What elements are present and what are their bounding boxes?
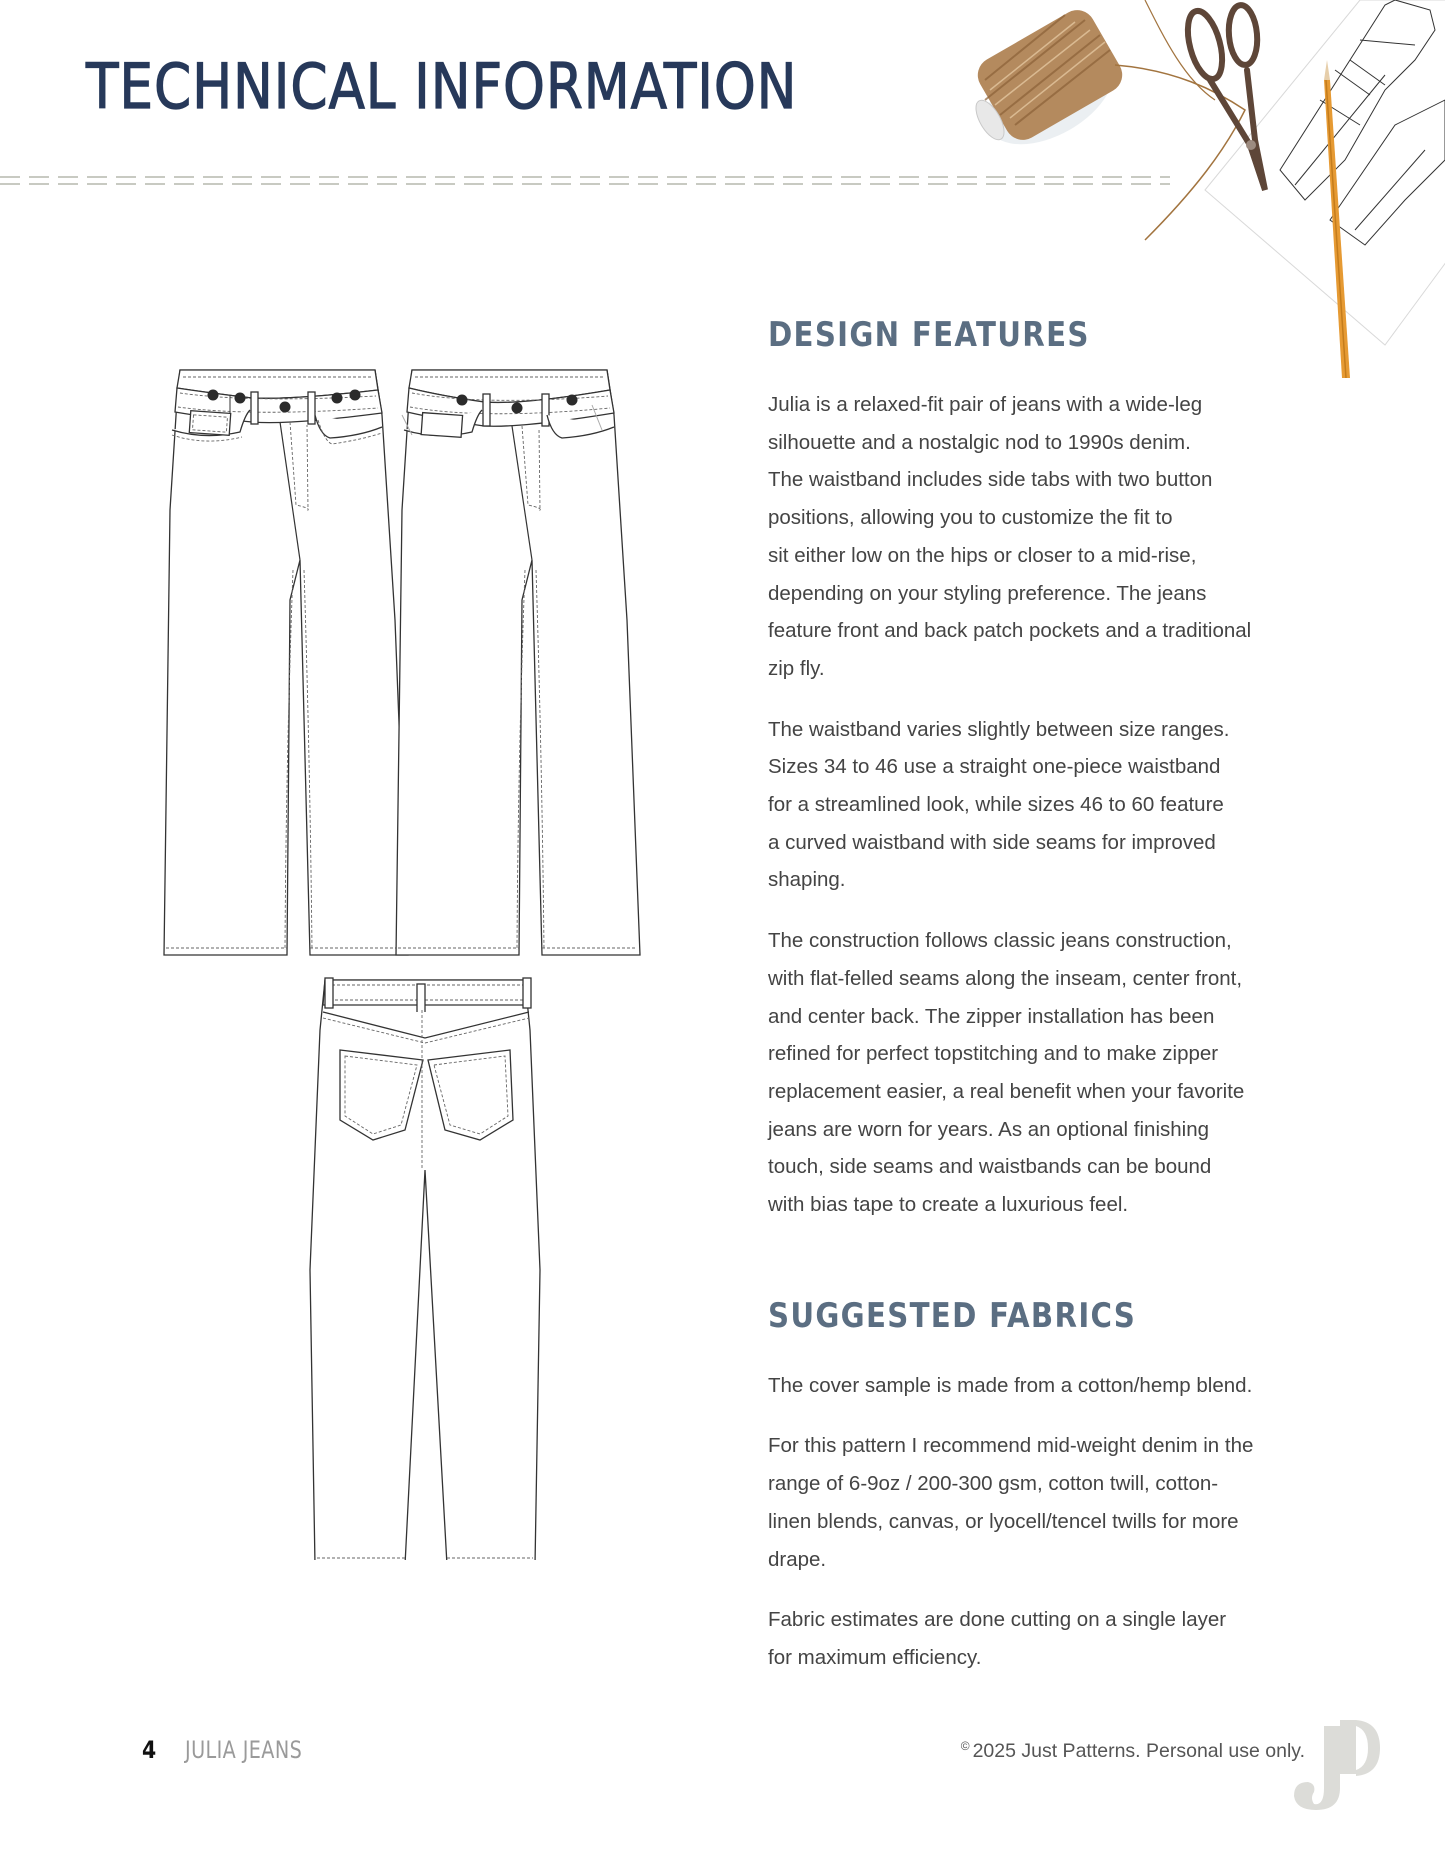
page-number: 4 (142, 1736, 157, 1764)
front-view-mid-rise (396, 370, 640, 955)
button-icon (567, 395, 578, 406)
back-view (310, 978, 540, 1560)
text-line: positions, allowing you to customize the fit to (768, 506, 1173, 530)
text-line: Julia is a relaxed-fit pair of jeans with a wide-leg (768, 393, 1203, 416)
section-heading-suggested-fabrics: SUGGESTED FABRICS (768, 1295, 1137, 1336)
text-line: For this pattern I recommend mid-weight denim in the (768, 1434, 1254, 1458)
button-icon (208, 390, 219, 401)
text-line: shaping. (768, 868, 846, 892)
content-column (768, 315, 1328, 1700)
paragraph (768, 386, 1328, 688)
text-line: feature front and back patch pockets and a traditional (768, 619, 1252, 643)
text-line: a curved waistband with side seams for improved (768, 830, 1216, 854)
section-spacer (768, 1247, 1328, 1299)
text-line: Fabric estimates are done cutting on a single layer (768, 1608, 1227, 1632)
text-line: jeans are worn for years. As an optional finishing (768, 1117, 1210, 1141)
text-line: depending on your styling preference. The jeans (768, 581, 1207, 605)
text-line: range of 6-9oz / 200-300 gsm, cotton twill, cotton- (768, 1472, 1219, 1496)
paragraph (768, 922, 1328, 1224)
text-line: with bias tape to create a luxurious feel. (768, 1193, 1129, 1217)
pattern-paper-icon (1205, 0, 1445, 345)
text-line: The waistband varies slightly between size ranges. (768, 717, 1230, 741)
copyright-symbol: © (960, 1739, 970, 1753)
page-title: TECHNICAL INFORMATION (86, 50, 798, 123)
design-features-section (768, 315, 1328, 1224)
paragraph (768, 1367, 1328, 1405)
pattern-name: JULIA JEANS (185, 1736, 303, 1764)
text-line: drape. (768, 1547, 827, 1571)
text-line: sit either low on the hips or closer to a mid-rise, (768, 543, 1197, 567)
text-line: with flat-felled seams along the inseam, center front, (768, 966, 1243, 990)
paragraph (768, 711, 1328, 900)
text-line: The cover sample is made from a cotton/hemp blend. (768, 1373, 1253, 1397)
paragraph (768, 1427, 1328, 1578)
text-line: touch, side seams and waistbands can be bound (768, 1155, 1212, 1179)
paragraph (768, 1601, 1328, 1676)
text-line: Sizes 34 to 46 use a straight one-piece waistband (768, 755, 1221, 779)
front-view-low-rise (164, 370, 408, 955)
suggested-fabrics-section (768, 1295, 1328, 1677)
copyright-notice (961, 1739, 1305, 1763)
section-heading-design-features: DESIGN FEATURES (768, 315, 1090, 355)
text-line: The waistband includes side tabs with two button (768, 468, 1213, 492)
text-line: replacement easier, a real benefit when your favorite (768, 1079, 1245, 1103)
copyright-text: 2025 Just Patterns. Personal use only. (972, 1740, 1305, 1762)
text-line: zip fly. (768, 656, 825, 680)
text-line: silhouette and a nostalgic nod to 1990s denim. (768, 430, 1191, 454)
text-line: The construction follows classic jeans construction, (768, 929, 1232, 953)
button-icon (280, 402, 291, 413)
text-line: refined for perfect topstitching and to make zipper (768, 1042, 1219, 1066)
text-line: for maximum efficiency. (768, 1645, 982, 1669)
jp-logo-icon (1284, 1718, 1380, 1810)
button-icon (350, 390, 361, 401)
button-icon (332, 393, 343, 404)
technical-drawings (150, 360, 730, 1560)
button-icon (457, 395, 468, 406)
text-line: and center back. The zipper installation has been (768, 1004, 1215, 1028)
thread-spool-icon (969, 0, 1245, 240)
text-line: linen blends, canvas, or lyocell/tencel twills for more (768, 1509, 1239, 1533)
text-line: for a streamlined look, while sizes 46 to 60 feature (768, 793, 1224, 817)
button-icon (235, 393, 246, 404)
button-icon (512, 403, 523, 414)
